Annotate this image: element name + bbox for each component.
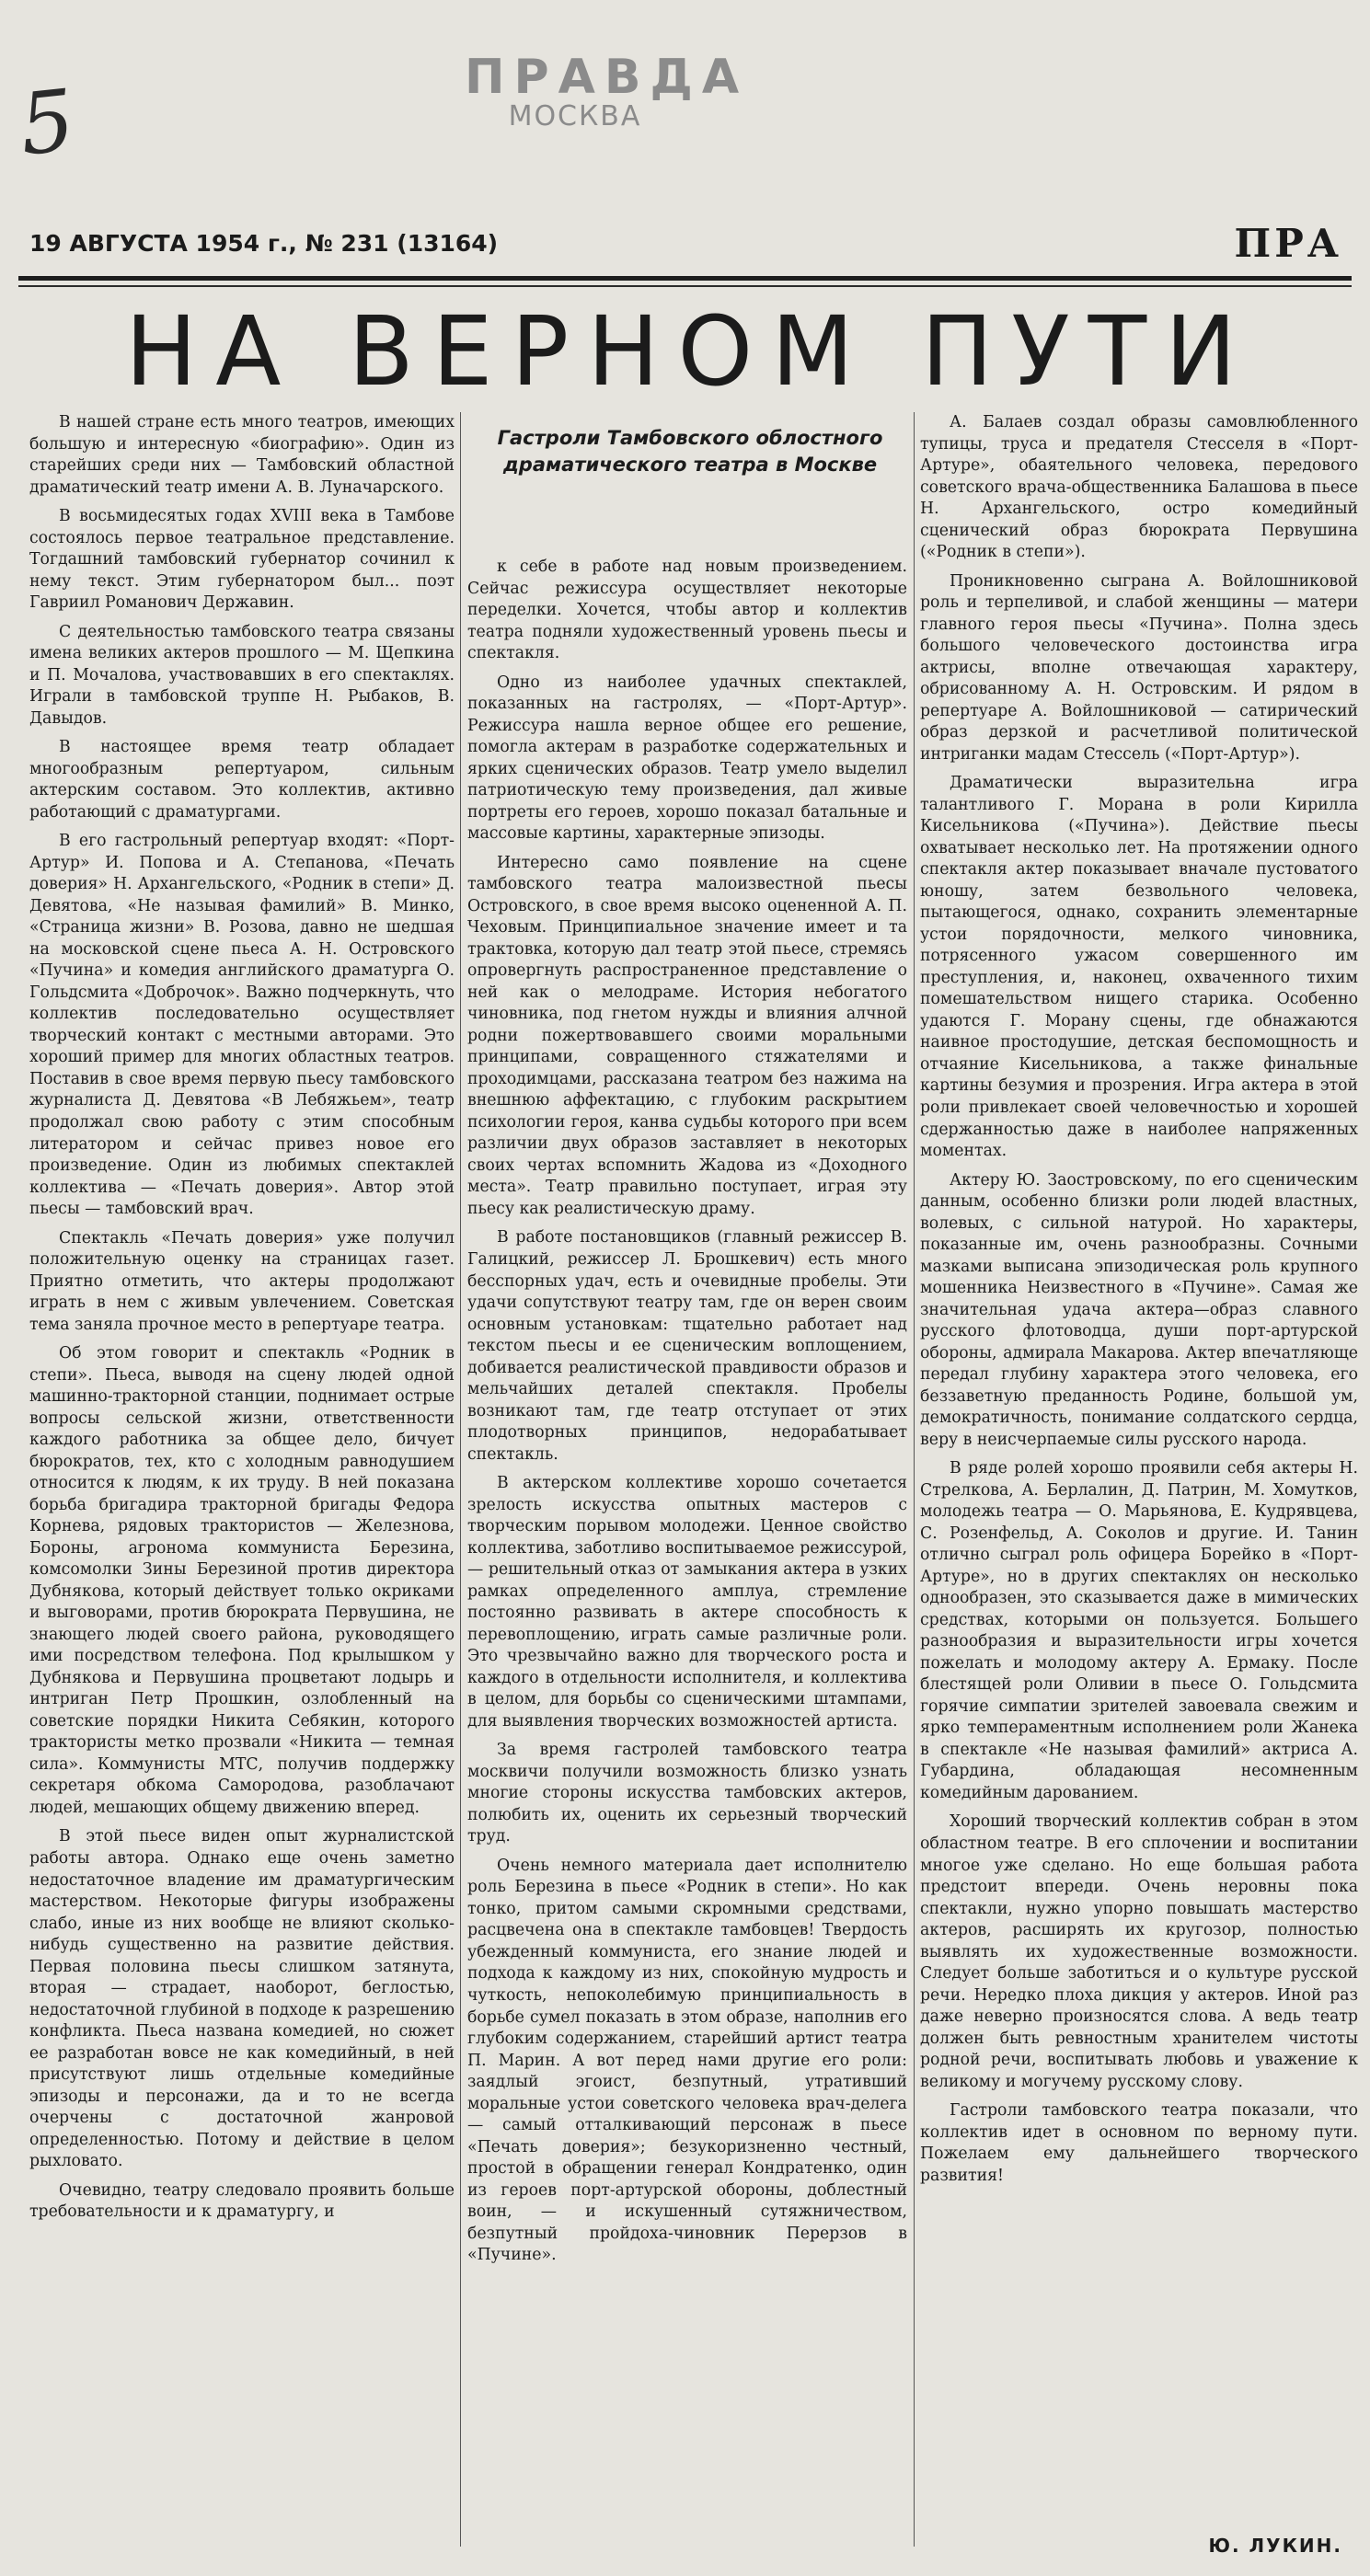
- article-paragraph: С деятельностью тамбовского театра связаны имена великих актеров прошлого — М. Щепкина и П. Мочалова, участвовавших в его спектаклях. Играли в тамбовской труппе Н. Рыбаков, В. Давыдов.: [29, 622, 455, 728]
- article-paragraph: Очевидно, театру следовало проявить больше требовательности и к драматургу, и: [29, 2180, 455, 2222]
- newspaper-stamp: [465, 50, 749, 132]
- article-column-3: [920, 412, 1358, 2528]
- article-paragraph: А. Балаев создал образы самовлюбленного тупицы, труса и предателя Стесселя в «Порт-Артуре», обаятельного человека, передового советского врача-общественника Балашова в пьесе Н. Архангельского, остро комедийный сценический образ бюрократа Первушина («Родник в степи»).: [920, 413, 1358, 562]
- article-paragraph: Проникновенно сыграна А. Войлошниковой роль и терпеливой, и слабой женщины — матери главного героя пьесы «Пучина». Полна здесь большого человеческого достоинства игра актрисы, вполне отвечающая характеру, обрисованному А. Н. Островским. И рядом в репертуаре А. Войлошниковой — сатирический образ дерзкой и расчетливой политической интриганки мадам Стессель («Порт-Артур»).: [920, 571, 1358, 764]
- article-paragraph: В настоящее время театр обладает многообразным репертуаром, сильным актерским составом. Это коллектив, активно работающий с драматургами.: [29, 738, 455, 822]
- article-paragraph: В нашей стране есть много театров, имеющих большую и интересную «биографию». Один из старейших среди них — Тамбовский областной драматический театр имени А. В. Луначарского.: [29, 413, 455, 497]
- article-paragraph: Спектакль «Печать доверия» уже получил положительную оценку на страницах газет. Приятно отметить, что актеры продолжают играть в нем с живым увлечением. Советская тема заняла прочное место в репертуаре театра.: [29, 1228, 455, 1334]
- article-paragraph: Об этом говорит и спектакль «Родник в степи». Пьеса, выводя на сцену людей одной машинно-тракторной станции, поднимает острые вопросы сельской жизни, ответственности каждого работника за общее дело, бичует бюрократов, тех, кто с холодным равнодушием относится к людям, к их труду. В ней показана борьба бригадира тракторной бригады Федора Корнева, рядовых трактористов — Железнова, Бороны, агронома коммуниста Березина, комсомолки Зины Березиной против директора Дубнякова, который действует только окриками и выговорами, против бюрократа Первушина, не знающего людей своего района, руководящего ими посредством телефона. Под крылышком у Дубнякова и Первушина процветают лодырь и интриган Петр Прошкин, озлобленный на советские порядки Никита Себякин, которого трактористы метко прозвали «Никита — темная сила». Коммунисты МТС, получив поддержку секретаря обкома Самородова, разоблачают людей, мешающих общему движению вперед.: [29, 1344, 455, 1817]
- article-paragraph: В ряде ролей хорошо проявили себя актеры Н. Стрелкова, А. Берлалин, Д. Патрин, М. Хомутков, молодежь театра — О. Марьянова, Е. Кудрявцева, С. Розенфельд, А. Соколов и другие. И. Танин отлично сыграл роль офицера Борейко в «Порт-Артуре», но в других спектаклях он несколько однообразен, это сказывается даже в мимических средствах, которыми он пользуется. Большего разнообразия и выразительности игры хочется пожелать и молодому актеру А. Ермаку. После блестящей роли Оливии в пьесе О. Гольдсмита горячие симпатии зрителей завоевала свежим и ярко темпераментным исполнением роли Жанека в спектакле «Не называя фамилий» актриса А. Губардина, обладающая несомненным комедийным дарованием.: [920, 1459, 1358, 1802]
- stamp-city: МОСКВА: [508, 100, 642, 132]
- header-rule-thick: [18, 276, 1352, 281]
- column-divider: [460, 412, 461, 2547]
- article-paragraph: Интересно само появление на сцене тамбовского театра малоизвестной пьесы Островского, в свое время высоко оцененной А. П. Чеховым. Принципиальное значение имеет и та трактовка, которую дал театр этой пьесе, стремясь опровергнуть распространенное представление о ней как о мелодраме. История небогатого чиновника, под гнетом нужды и влияния алчной родни пожертвовавшего своими моральными принципами, совращенного стяжателями и проходимцами, рассказана театром без нажима на внешнюю аффектацию, с глубоким раскрытием психологии героя, канва судьбы которого при всем различии двух образов заставляет в некоторых своих чертах вспомнить Жадова из «Доходного места». Театр правильно поступает, играя эту пьесу как реалистическую драму.: [467, 853, 907, 1218]
- article-paragraph: В его гастрольный репертуар входят: «Порт-Артур» И. Попова и А. Степанова, «Печать доверия» Н. Архангельского, «Родник в степи» Д. Девятова, «Не называя фамилий» В. Минко, «Страница жизни» В. Розова, давно не шедшая на московской сцене пьеса А. Н. Островского «Пучина» и комедия английского драматурга О. Гольдсмита «Доброчок». Важно подчеркнуть, что коллектив последовательно осуществляет творческий контакт с местными авторами. Это хороший пример для многих областных театров. Поставив в свое время первую пьесу тамбовского журналиста Д. Девятова «В Лебяжьем», театр продолжал свою работу с этим способным литератором и сейчас привез новое его произведение. Один из любимых спектаклей коллектива — «Печать доверия». Автор этой пьесы — тамбовский врач.: [29, 832, 455, 1219]
- article-paragraph: Драматически выразительна игра талантливого Г. Морана в роли Кирилла Кисельникова («Пучина»). Действие пьесы охватывает несколько лет. На протяжении одного спектакля актер показывает вначале пустоватого юношу, затем безвольного человека, пытающегося, однако, сохранить элементарные устои порядочности, мелкого чиновника, потрясенного ужасом совершенного им преступления, и, наконец, охваченного тихим помешательством нищего старика. Особенно удаются Г. Морану сцены, где обнажаются наивное простодушие, детская беспомощность и отчаяние Кисельникова, а также финальные картины безумия и прозрения. Игра актера в этой роли привлекает своей человечностью и хорошей сдержанностью даже в наиболее напряженных моментах.: [920, 774, 1358, 1161]
- article-paragraph: Актеру Ю. Зaостровскому, по его сценическим данным, особенно близки роли людей властных, волевых, с сильной натурой. Но характеры, показанные им, очень разнообразны. Сочными мазками выписана эпизодическая роль крупного мошенника Неизвестного в «Пучине». Самая же значительная удача актера—образ славного русского флотоводца, души порт-артурской обороны, адмирала Макарова. Актер впечатляюще передал глубину характера этого человека, его беззаветную преданность Родине, большой ум, демократичность, понимание солдатского сердца, веру в неисчерпаемые силы русского народа.: [920, 1170, 1358, 1449]
- article-headline: НА ВЕРНОМ ПУТИ: [125, 295, 1255, 408]
- header-rule-thin: [18, 285, 1352, 287]
- article-paragraph: В актерском коллективе хорошо сочетается зрелость искусства опытных мастеров с творческим порывом молодежи. Ценное свойство коллектива, заботливо воспитываемое режиссурой, — решительный отказ от замыкания актера в узких рамках определенного амплуа, стремление постоянно развивать в актере способность к перевоплощению, играть самые различные роли. Это чрезвычайно важно для творческого роста и каждого в отдельности исполнителя, и коллектива в целом, для борьбы со сценическими штампами, для выявления творческих возможностей артиста.: [467, 1474, 907, 1731]
- article-subheading: Гастроли Тамбовского облостного драматического театра в Москве: [497, 427, 883, 477]
- article-column-2: [467, 557, 907, 2558]
- article-paragraph: В этой пьесе виден опыт журналистской работы автора. Однако еще очень заметно недостаточное владение им драматургическим мастерством. Некоторые фигуры изображены слабо, иные из них вообще не влияют сколько-нибудь существенно на развитие действия. Первая половина пьесы слишком затянута, вторая — страдает, наоборот, беглостью, недостаточной глубиной в подходе к разрешению конфликта. Пьеса названа комедией, но сюжет ее разработан вовсе не как комедийный, в ней присутствуют лишь отдельные комедийные эпизоды и персонажи, да и то не всегда очерчены с достаточной жанровой определенностью. Потому и действие в целом рыхловато.: [29, 1827, 455, 2171]
- author-signature: Ю. ЛУКИН.: [1208, 2535, 1342, 2557]
- article-paragraph: к себе в работе над новым произведением. Сейчас режиссура осуществляет некоторые переделки. Хочется, чтобы автор и коллектив театра подняли художественный уровень пьесы и спектакля.: [467, 558, 907, 663]
- masthead-fragment: ПРА: [1234, 221, 1342, 266]
- article-paragraph: Очень немного материала дает исполнителю роль Березина в пьесе «Родник в степи». Но как тонко, притом самыми скромными средствами, расцвечена она в спектакле тамбовцев! Твердость убежденный коммуниста, его знание людей и подхода к каждому из них, спокойную мудрость и чуткость, непоколебимую принципиальность в борьбе сумел показать в этом образе, наполнив его глубоким содержанием, старейший артист театра П. Марин. А вот перед нами другие его роли: заядлый эгоист, безпутный, утративший моральные устои советского человека врач-делега — самый отталкивающий персонаж в пьесе «Печать доверия»; безукоризненно честный, простой в обращении генерал Кондратенко, один из героев порт-артурской обороны, доблестный воин, — и искушенный сутяжничеством, безпутный пройдоха-чиновник Перерзов в «Пучине».: [467, 1856, 907, 2265]
- article-paragraph: Хороший творческий коллектив собран в этом областном театре. В его сплочении и воспитании многое уже сделано. Но еще большая работа предстоит впереди. Очень неровны пока спектакли, нужно упорно повышать мастерство актеров, расширять их кругозор, полностью выявлять их художественные возможности. Следует больше заботиться и о культуре русской речи. Нередко плоха дикция у актеров. Иной раз даже неверно произносятся слова. А ведь театр должен быть ревностным хранителем чистоты родной речи, воспитывать любовь и уважение к великому и могучему русскому слову.: [920, 1812, 1358, 2091]
- article-paragraph: В работе постановщиков (главный режиссер В. Галицкий, режиссер Л. Брошкевич) есть много бесспорных удач, есть и очевидные пробелы. Эти удачи сопутствуют театру там, где он верен своим основным установкам: тщательно работает над текстом пьесы и ее сценическим воплощением, добивается реалистической правдивости образов и мельчайших деталей спектакля. Пробелы возникают там, где театр отступает от этих плодотворных принципов, недорабатывает спектакль.: [467, 1228, 907, 1464]
- article-paragraph: Гастроли тамбовского театра показали, что коллектив идет в основном по верному пути. Пожелаем ему дальнейшего творческого развития!: [920, 2101, 1358, 2185]
- handwritten-page-number: 5: [15, 71, 79, 175]
- column-divider: [914, 412, 915, 2547]
- stamp-title: ПРАВДА: [465, 50, 749, 105]
- article-paragraph: За время гастролей тамбовского театра москвичи получили возможность близко узнать многие стороны искусства тамбовских актеров, полюбить их, оценить их серьезный творческий труд.: [467, 1741, 907, 1846]
- issue-dateline: 19 АВГУСТА 1954 г., № 231 (13164): [29, 230, 499, 257]
- article-paragraph: Одно из наиболее удачных спектаклей, показанных на гастролях, — «Порт-Артур». Режиссура нашла верное общее его решение, помогла актерам в разработке содержательных и ярких сценических образов. Театр умело выделил патриотическую тему произведения, дал живые портреты его героев, хорошо показал батальные и массовые картины, характерные эпизоды.: [467, 673, 907, 844]
- article-paragraph: В восьмидесятых годах XVIII века в Тамбове состоялось первое театральное представление. Тогдашний тамбовский губернатор сочинил к нему текст. Этим губернатором был... поэт Гавриил Романович Державин.: [29, 507, 455, 613]
- article-column-1: [29, 412, 455, 2556]
